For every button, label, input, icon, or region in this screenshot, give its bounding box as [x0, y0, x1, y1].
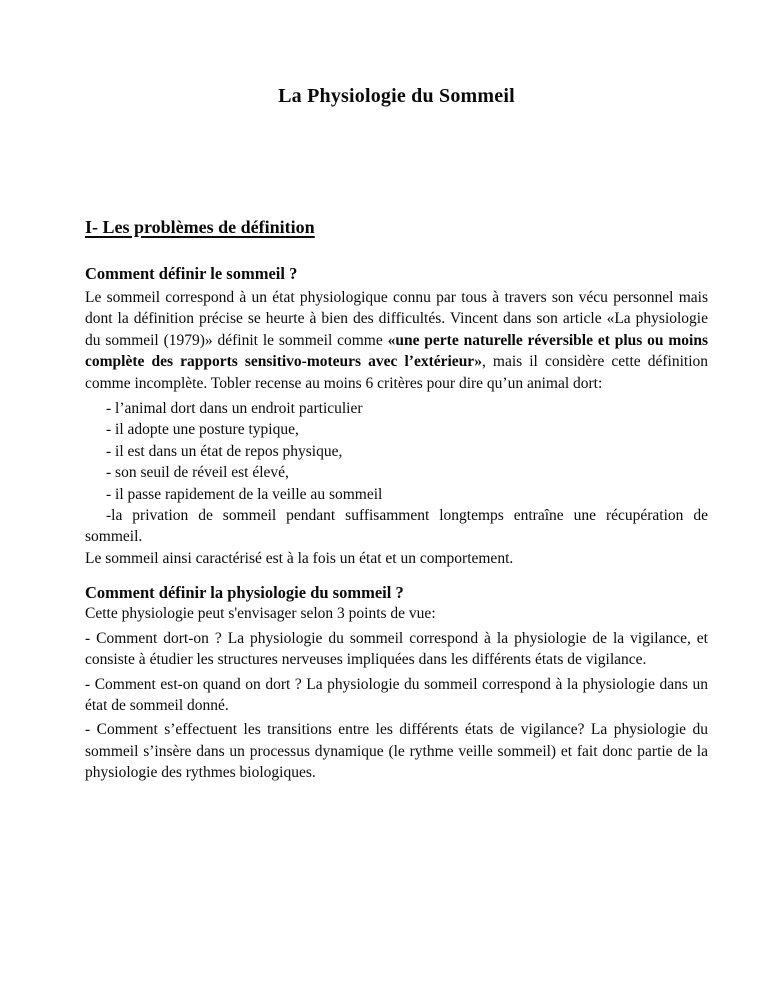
criteria-item-privation: -la privation de sommeil pendant suffisamment longtemps entraîne une récupération de sommeil.: [85, 507, 708, 546]
criteria-list: [85, 398, 708, 548]
bold-quote-vincent: «une perte naturelle réversible et plus ou moins complète des rapports sensitivo-moteurs avec l’extérieur»: [85, 331, 708, 371]
criteria-item-posture: - il adopte une posture typique,: [106, 421, 299, 439]
criteria-item-veille-sommeil: - il passe rapidement de la veille au sommeil: [106, 485, 383, 503]
document-content: [0, 84, 768, 784]
point-transitions-vigilance: - Comment s’effectuent les transitions entre les différents états de vigilance? La physiologie du sommeil s’insère dans un processus dynamique (le rythme veille sommeil) et fait donc partie de la physiologie des rythmes biologiques.: [85, 721, 708, 782]
criteria-item-seuil-reveil: - son seuil de réveil est élevé,: [106, 464, 289, 482]
intro-points-de-vue: Cette physiologie peut s'envisager selon 3 points de vue:: [85, 605, 436, 623]
subsection-heading-definir-sommeil: Comment définir le sommeil ?: [85, 264, 298, 283]
paragraph-text-after-quote: , mais il considère cette définition comme incomplète. Tobler recense au moins 6 critères pour dire qu’un animal dort:: [85, 353, 708, 392]
criteria-item-endroit: - l’animal dort dans un endroit particulier: [106, 400, 363, 418]
criteria-item-repos: - il est dans un état de repos physique,: [106, 442, 343, 460]
section-heading-problemes-definition: I- Les problèmes de définition: [85, 217, 315, 237]
paragraph-text-before-quote: Le sommeil correspond à un état physiologique connu par tous à travers son vécu personnel mais dont la définition précise se heurte à bien des difficultés. Vincent dans son article «La physiologie du sommeil (1979)» définit le sommeil comme: [85, 289, 708, 349]
document-title: La Physiologie du Sommeil: [278, 85, 515, 107]
point-comment-est-on: - Comment est-on quand on dort ? La physiologie du sommeil correspond à la physiologie dans un état de sommeil donné.: [85, 675, 708, 714]
subsection-heading-physiologie-sommeil: Comment définir la physiologie du sommeil ?: [85, 583, 404, 603]
paragraph-definition-sommeil: [85, 287, 708, 394]
paragraph-etat-comportement: Le sommeil ainsi caractérisé est à la fois un état et un comportement.: [85, 549, 514, 567]
point-comment-dort-on: - Comment dort-on ? La physiologie du sommeil correspond à la physiologie de la vigilance, et consiste à étudier les structures nerveuses impliquées dans les différents états de vigilance.: [85, 629, 708, 669]
